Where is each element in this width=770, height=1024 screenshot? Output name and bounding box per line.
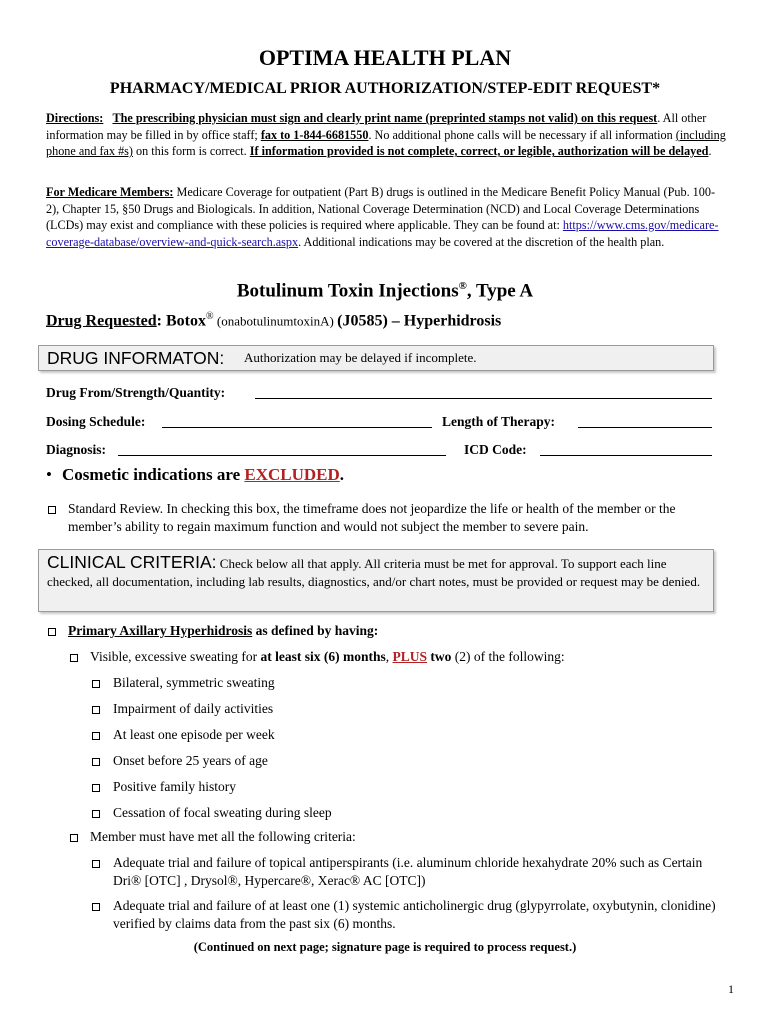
bullet-icon: • bbox=[46, 465, 52, 484]
sub-item-checkbox[interactable] bbox=[92, 810, 100, 818]
medicare-text: Medicare Coverage for outpatient (Part B) drugs is outlined in the Medicare Benefit Policy Manual (Pub. 100-2), Chapter 15, §50 Drugs and Biologicals. In addition, National Coverage Determination (NCD) and Local Coverage Determinations (LCDs) may exist and compliance with these policies is required where applicable. They can be found at: bbox=[46, 185, 715, 233]
visible-sweating-duration: at least six (6) months bbox=[260, 649, 386, 664]
sub-item-checkbox[interactable] bbox=[92, 706, 100, 714]
drug-information-header bbox=[38, 345, 714, 371]
icd-label: ICD Code: bbox=[464, 442, 527, 457]
drug-title-text: Botulinum Toxin Injections bbox=[236, 280, 459, 302]
systemic-trial-checkbox[interactable] bbox=[92, 903, 100, 911]
cosmetic-text: Cosmetic indications are bbox=[61, 465, 245, 484]
strength-input[interactable] bbox=[255, 398, 712, 399]
drug-title bbox=[0, 280, 770, 302]
drug-requested-line bbox=[46, 311, 501, 330]
drug-information-note: Authorization may be delayed if incomplete. bbox=[244, 350, 477, 365]
medicare-text-end: . Additional indications may be covered at the discretion of the health plan. bbox=[298, 234, 665, 249]
drug-name: Botox bbox=[166, 312, 206, 330]
clinical-criteria-instructions: Check below all that apply. All criteria must be met for approval. To support each line checked, all documentation, including lab results, diagnostics, and/or chart notes, must be provided or request may be denied. bbox=[47, 556, 701, 589]
directions-signature-note: The prescribing physician must sign and clearly print name (preprinted stamps not valid) on this request bbox=[112, 111, 658, 125]
sub-item-checkbox[interactable] bbox=[92, 732, 100, 740]
registered-mark: ® bbox=[458, 280, 467, 292]
clinical-criteria-heading: CLINICAL CRITERIA: bbox=[47, 552, 217, 572]
cms-link[interactable]: https://www.cms.gov/medicare-coverage-database/overview-and-quick-search.aspx bbox=[46, 218, 719, 249]
sub-item-label: Impairment of daily activities bbox=[113, 701, 274, 716]
diagnosis-label: Diagnosis: bbox=[46, 442, 107, 457]
dosing-input[interactable] bbox=[162, 427, 432, 428]
length-input[interactable] bbox=[578, 427, 712, 428]
directions-end: . bbox=[708, 144, 712, 159]
primary-hyperhidrosis-label bbox=[68, 622, 378, 640]
topical-trial-text: Adequate trial and failure of topical antiperspirants (i.e. aluminum chloride hexahydrate 20% such as Certain Dri® [OTC] , Drysol®, Hypercare®, Xerac® AC [OTC]) bbox=[113, 855, 703, 888]
page-title: OPTIMA HEALTH PLAN bbox=[258, 45, 512, 70]
sub-item-label: Cessation of focal sweating during sleep bbox=[113, 805, 332, 820]
drug-information-heading: DRUG INFORMATON: bbox=[47, 348, 225, 368]
visible-sweating-text bbox=[90, 648, 565, 666]
registered-mark: ® bbox=[206, 311, 214, 322]
standard-review-checkbox[interactable] bbox=[48, 506, 56, 514]
visible-sweating-two: two bbox=[427, 649, 452, 664]
directions-warning: If information provided is not complete, correct, or legible, authorization will be delayed bbox=[249, 144, 709, 159]
sub-item-checkbox[interactable] bbox=[92, 784, 100, 792]
sub-item-label: Onset before 25 years of age bbox=[113, 753, 268, 768]
page-number: 1 bbox=[728, 982, 734, 996]
sub-item-checkbox[interactable] bbox=[92, 758, 100, 766]
medicare-label: For Medicare Members: bbox=[46, 185, 174, 199]
topical-trial-checkbox[interactable] bbox=[92, 860, 100, 868]
sub-item-label: Positive family history bbox=[113, 779, 236, 794]
strength-label: Drug From/Strength/Quantity: bbox=[46, 385, 226, 400]
clinical-criteria-text bbox=[47, 553, 707, 591]
medicare-paragraph bbox=[46, 184, 726, 250]
form-subtitle: PHARMACY/MEDICAL PRIOR AUTHORIZATION/STEP-EDIT REQUEST* bbox=[109, 80, 661, 97]
sub-item-label: Bilateral, symmetric sweating bbox=[113, 675, 275, 690]
drug-title-suffix: , Type A bbox=[466, 280, 534, 302]
visible-sweating-a: Visible, excessive sweating for bbox=[90, 649, 261, 664]
excluded-text: EXCLUDED bbox=[244, 465, 340, 484]
diagnosis-input[interactable] bbox=[118, 455, 446, 456]
systemic-trial-text: Adequate trial and failure of at least one (1) systemic anticholinergic drug (glypyrrolate, oxybutynin, clonidine) verified by claims data from the past six (6) months. bbox=[113, 898, 716, 931]
primary-hyperhidrosis-checkbox[interactable] bbox=[48, 628, 56, 636]
clinical-criteria-header bbox=[38, 549, 714, 612]
primary-hyperhidrosis-suffix: as defined by having: bbox=[252, 623, 379, 638]
member-criteria-checkbox[interactable] bbox=[70, 834, 78, 842]
directions-text: on this form is correct. bbox=[132, 144, 250, 159]
directions-phone-note: (including phone and fax #s) bbox=[46, 127, 726, 159]
drug-generic-name: (onabotulinumtoxinA) bbox=[213, 313, 338, 329]
sub-item-label: At least one episode per week bbox=[113, 727, 275, 742]
fax-number: fax to 1-844-6681550 bbox=[260, 127, 369, 142]
drug-requested-colon: : bbox=[156, 312, 166, 330]
cosmetic-bullet bbox=[46, 465, 344, 485]
directions-text: . All other information may be filled in by office staff; bbox=[46, 111, 707, 142]
primary-hyperhidrosis-title: Primary Axillary Hyperhidrosis bbox=[68, 623, 253, 638]
plus-text: PLUS bbox=[392, 649, 428, 664]
sub-item-checkbox[interactable] bbox=[92, 680, 100, 688]
directions-text: . No additional phone calls will be necessary if all information bbox=[368, 127, 676, 142]
visible-sweating-checkbox[interactable] bbox=[70, 654, 78, 662]
standard-review-text: Standard Review. In checking this box, the timeframe does not jeopardize the life or health of the member or the member’s ability to regain maximum function and would not subject the member to severe pain. bbox=[68, 501, 676, 534]
continued-note: (Continued on next page; signature page is required to process request.) bbox=[193, 940, 577, 954]
icd-input[interactable] bbox=[540, 455, 712, 456]
length-label: Length of Therapy: bbox=[442, 414, 556, 429]
visible-sweating-end: (2) of the following: bbox=[451, 649, 565, 664]
dosing-label: Dosing Schedule: bbox=[46, 414, 146, 429]
visible-sweating-sep: , bbox=[385, 649, 393, 664]
directions-label: Directions: bbox=[46, 111, 104, 125]
directions-paragraph bbox=[46, 110, 726, 160]
member-criteria-label: Member must have met all the following criteria: bbox=[90, 829, 356, 844]
drug-code: (J0585) – Hyperhidrosis bbox=[337, 312, 502, 330]
cosmetic-end: . bbox=[339, 465, 345, 484]
drug-requested-label: Drug Requested bbox=[46, 312, 157, 330]
